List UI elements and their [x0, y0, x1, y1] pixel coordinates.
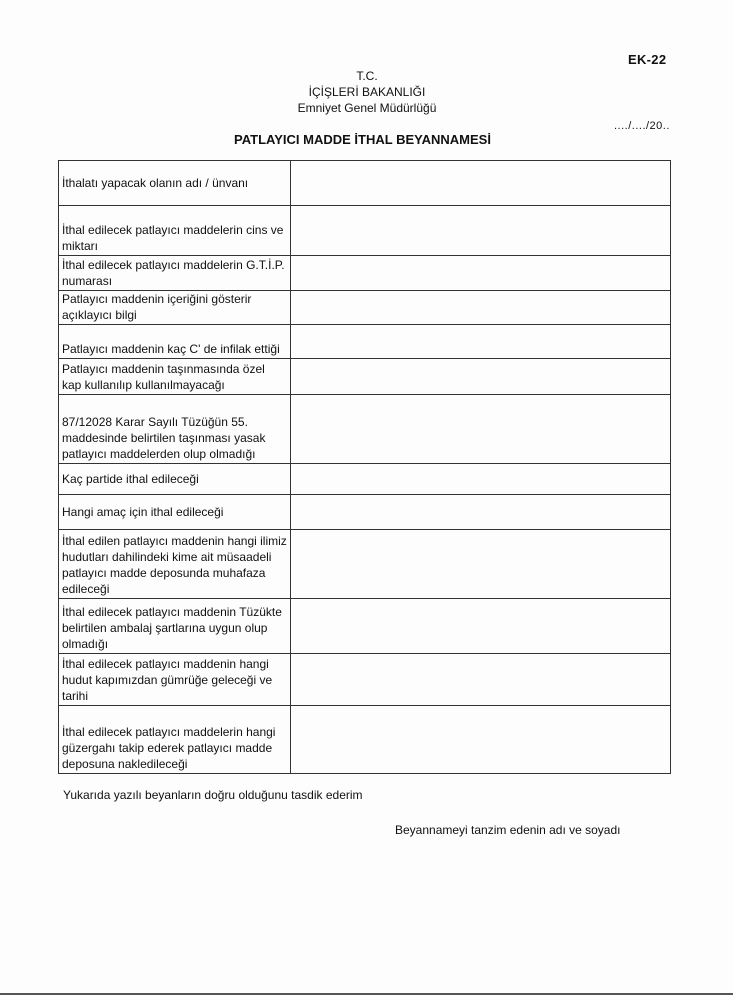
signature-label: Beyannameyi tanzim edenin adı ve soyadı	[395, 823, 621, 837]
row-label: Hangi amaç için ithal edileceği	[59, 495, 291, 530]
row-value-field[interactable]	[291, 291, 671, 325]
row-value-field[interactable]	[291, 464, 671, 495]
row-label: İthal edilecek patlayıcı maddelerin cins ve miktarı	[59, 206, 291, 256]
row-label: Patlayıcı maddenin taşınmasında özel kap kullanılıp kullanılmayacağı	[59, 359, 291, 395]
row-label: İthalatı yapacak olanın adı / ünvanı	[59, 161, 291, 206]
row-value-field[interactable]	[291, 654, 671, 706]
row-label: 87/12028 Karar Sayılı Tüzüğün 55. maddesinde belirtilen taşınması yasak patlayıcı maddelerden olup olmadığı	[59, 395, 291, 464]
table-row	[59, 464, 671, 495]
table-row	[59, 654, 671, 706]
table-row	[59, 256, 671, 291]
row-label: Patlayıcı maddenin kaç C' de infilak ettiği	[59, 325, 291, 359]
row-value-field[interactable]	[291, 325, 671, 359]
row-value-field[interactable]	[291, 206, 671, 256]
page-title	[0, 132, 733, 147]
table-row	[59, 395, 671, 464]
header-line-directorate: Emniyet Genel Müdürlüğü	[297, 101, 437, 115]
page-title-text: PATLAYICI MADDE İTHAL BEYANNAMESİ	[234, 132, 491, 147]
table-row	[59, 495, 671, 530]
row-value-field[interactable]	[291, 395, 671, 464]
row-label: İthal edilecek patlayıcı maddenin Tüzükte belirtilen ambalaj şartlarına uygun olup olmadığı	[59, 599, 291, 654]
page-bottom-divider	[0, 993, 733, 995]
row-label: Patlayıcı maddenin içeriğini gösterir açıklayıcı bilgi	[59, 291, 291, 325]
table-row	[59, 325, 671, 359]
table-row	[59, 291, 671, 325]
table-row	[59, 599, 671, 654]
row-label: İthal edilecek patlayıcı maddenin hangi hudut kapımızdan gümrüğe geleceği ve tarihi	[59, 654, 291, 706]
declaration-form-table	[58, 160, 671, 774]
row-label: İthal edilecek patlayıcı maddelerin hangi güzergahı takip ederek patlayıcı madde deposuna nakledileceği	[59, 706, 291, 774]
row-value-field[interactable]	[291, 256, 671, 291]
date-field: ..../..../20..	[614, 120, 670, 132]
table-row	[59, 530, 671, 599]
row-value-field[interactable]	[291, 161, 671, 206]
header-line-tc: T.C.	[356, 69, 378, 83]
row-value-field[interactable]	[291, 599, 671, 654]
row-value-field[interactable]	[291, 359, 671, 395]
table-row	[59, 706, 671, 774]
row-label: İthal edilen patlayıcı maddenin hangi ilimiz hudutları dahilindeki kime ait müsaadeli patlayıcı madde deposunda muhafaza edileceği	[59, 530, 291, 599]
issuer-header	[0, 68, 733, 116]
declaration-statement: Yukarıda yazılı beyanların doğru olduğunu tasdik ederim	[63, 788, 363, 802]
annex-code: EK-22	[628, 52, 667, 67]
row-label: Kaç partide ithal edileceği	[59, 464, 291, 495]
table-row	[59, 206, 671, 256]
row-label: İthal edilecek patlayıcı maddelerin G.T.İ.P. numarası	[59, 256, 291, 291]
header-line-ministry: İÇİŞLERİ BAKANLIĞI	[308, 85, 426, 99]
row-value-field[interactable]	[291, 495, 671, 530]
row-value-field[interactable]	[291, 706, 671, 774]
row-value-field[interactable]	[291, 530, 671, 599]
table-row	[59, 359, 671, 395]
table-row	[59, 161, 671, 206]
